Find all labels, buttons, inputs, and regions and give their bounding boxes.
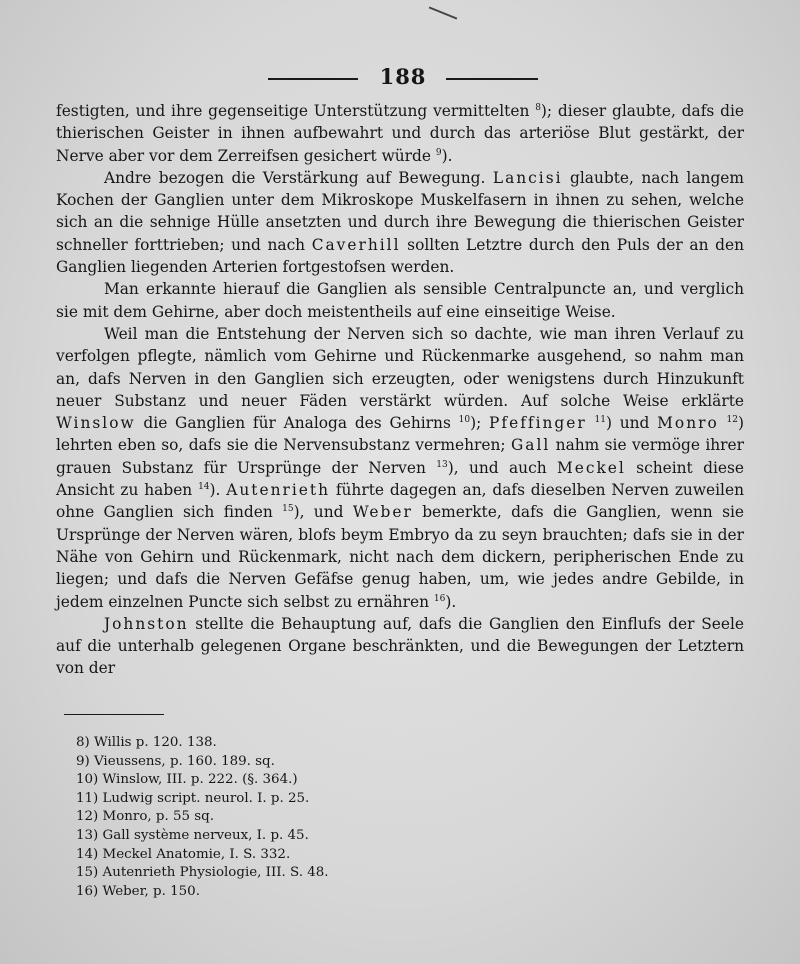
- footnotes: [76, 734, 476, 901]
- text-run: festigten, und ihre gegenseitige Unterstützung vermittelten: [56, 102, 536, 120]
- footnote-separator: [64, 714, 164, 715]
- author-name: Monro: [657, 414, 719, 433]
- footnote: 11) Ludwig script. neurol. I. p. 25.: [76, 790, 310, 806]
- text-run: sollten Letztre durch den Puls der an den Ganglien liegenden Arterien fortgestofsen werden.: [56, 235, 744, 277]
- text-run: ).: [209, 481, 227, 500]
- footnote: 16) Weber, p. 150.: [76, 883, 200, 899]
- footnote: 15) Autenrieth Physiologie, III. S. 48.: [76, 865, 329, 881]
- text-run: ) und: [605, 414, 658, 433]
- main-text: [56, 100, 744, 680]
- text-run: die Ganglien für Analoga des Gehirns: [135, 414, 459, 433]
- header-rule-right: [446, 78, 538, 80]
- author-name: Pfeffinger: [489, 414, 587, 433]
- text-run: führte dagegen an, dafs dieselben Nerven zuweilen ohne Ganglien sich finden: [56, 481, 744, 522]
- author-name: Lancisi: [492, 168, 563, 187]
- footnote-reference: 12: [726, 415, 738, 426]
- text-run: Weil man die Entstehung der Nerven sich so dachte, wie man ihren Verlauf zu verfolgen pflegte, nämlich vom Gehirne und Rückenmarke ausgehend, so nahm man an, dafs Nerven in den Ganglien sich erzeugten, oder wenigstens durch Hinzukunft neuer Substanz und neuer Fäden verstärkt würden. Auf solche Weise erklärte: [56, 324, 744, 410]
- footnote: 9) Vieussens, p. 160. 189. sq.: [76, 753, 275, 769]
- author-name: Autenrieth: [226, 481, 330, 500]
- author-name: Johnston: [104, 614, 189, 633]
- paragraph: [56, 323, 744, 613]
- footnote: 10) Winslow, III. p. 222. (§. 364.): [76, 772, 298, 788]
- author-name: Weber: [352, 503, 413, 522]
- header-rule-left: [268, 78, 358, 80]
- page-header: [0, 64, 800, 94]
- author-name: Gall: [510, 436, 551, 455]
- author-name: Meckel: [556, 458, 626, 477]
- author-name: Caverhill: [311, 235, 401, 254]
- text-run: ).: [445, 592, 457, 611]
- text-run: ) lehrten eben so, dafs sie die Nervensubstanz vermehren;: [56, 414, 744, 455]
- paragraph: [56, 613, 744, 680]
- footnote-reference: 15: [282, 504, 294, 515]
- footnote-reference: 16: [433, 593, 446, 604]
- footnote: 8) Willis p. 120. 138.: [76, 735, 217, 750]
- page-number: 188: [379, 64, 427, 89]
- text-run: bemerkte, dafs die Ganglien, wenn sie Ursprünge der Nerven wären, blofs beym Embryo da zu seyn brauchten; dafs sie in der Nähe von Gehirn und Rückenmark, nicht nach dem dickern, peripherischen Ende zu liegen; und dafs die Nerven Gefäfse genug haben, um, wie jedes andre Gebilde, in jedem einzelnen Puncte sich selbst zu ernähren: [56, 503, 745, 611]
- text-run: [587, 414, 595, 432]
- footnote-reference: 8: [535, 103, 541, 113]
- footnote-reference: 9: [435, 147, 442, 158]
- text-run: ), und auch: [447, 458, 557, 477]
- ink-mark: [429, 6, 458, 19]
- text-run: [719, 414, 727, 432]
- footnote: 13) Gall système nerveux, I. p. 45.: [76, 827, 309, 843]
- paragraph: [56, 167, 744, 278]
- footnote-reference: 10: [458, 415, 471, 426]
- text-run: glaubte, nach langem Kochen der Ganglien unter dem Mikroskope Muskelfasern in ihnen zu sehen, welche sich an die sehnige Hülle ansetzten und durch ihre Bewegung die thierischen Geister schneller forttrieben; und nach: [56, 168, 745, 254]
- footnote: 14) Meckel Anatomie, I. S. 332.: [76, 846, 291, 862]
- text-run: scheint diese Ansicht zu haben: [56, 458, 744, 500]
- footnote-reference: 11: [594, 415, 606, 426]
- text-run: nahm sie vermöge ihrer grauen Substanz für Ursprünge der Nerven: [56, 436, 744, 477]
- text-run: ).: [441, 146, 453, 165]
- paragraph: [56, 100, 744, 167]
- text-run: ), und: [293, 503, 353, 522]
- footnote-reference: 14: [198, 482, 210, 493]
- paragraph: [56, 278, 744, 323]
- text-run: Man erkannte hierauf die Ganglien als sensible Centralpuncte an, und verglich sie mit dem Gehirne, aber doch meistentheils auf eine einseitige Weise.: [56, 280, 744, 321]
- text-run: ); dieser glaubte, dafs die thierischen Geister in ihnen aufbewahrt und durch das arteriöse Blut gestärkt, der Nerve aber vor dem Zerreifsen gesichert würde: [56, 102, 744, 165]
- footnote: 12) Monro, p. 55 sq.: [76, 809, 214, 825]
- author-name: Winslow: [56, 414, 136, 433]
- text-run: Andre bezogen die Verstärkung auf Bewegung.: [104, 168, 493, 187]
- text-run: stellte die Behauptung auf, dafs die Ganglien den Einflufs der Seele auf die unterhalb gelegenen Organe beschränkten, und die Bewegungen der Letztern von der: [56, 614, 744, 678]
- footnote-reference: 13: [436, 459, 448, 470]
- text-run: );: [470, 414, 490, 433]
